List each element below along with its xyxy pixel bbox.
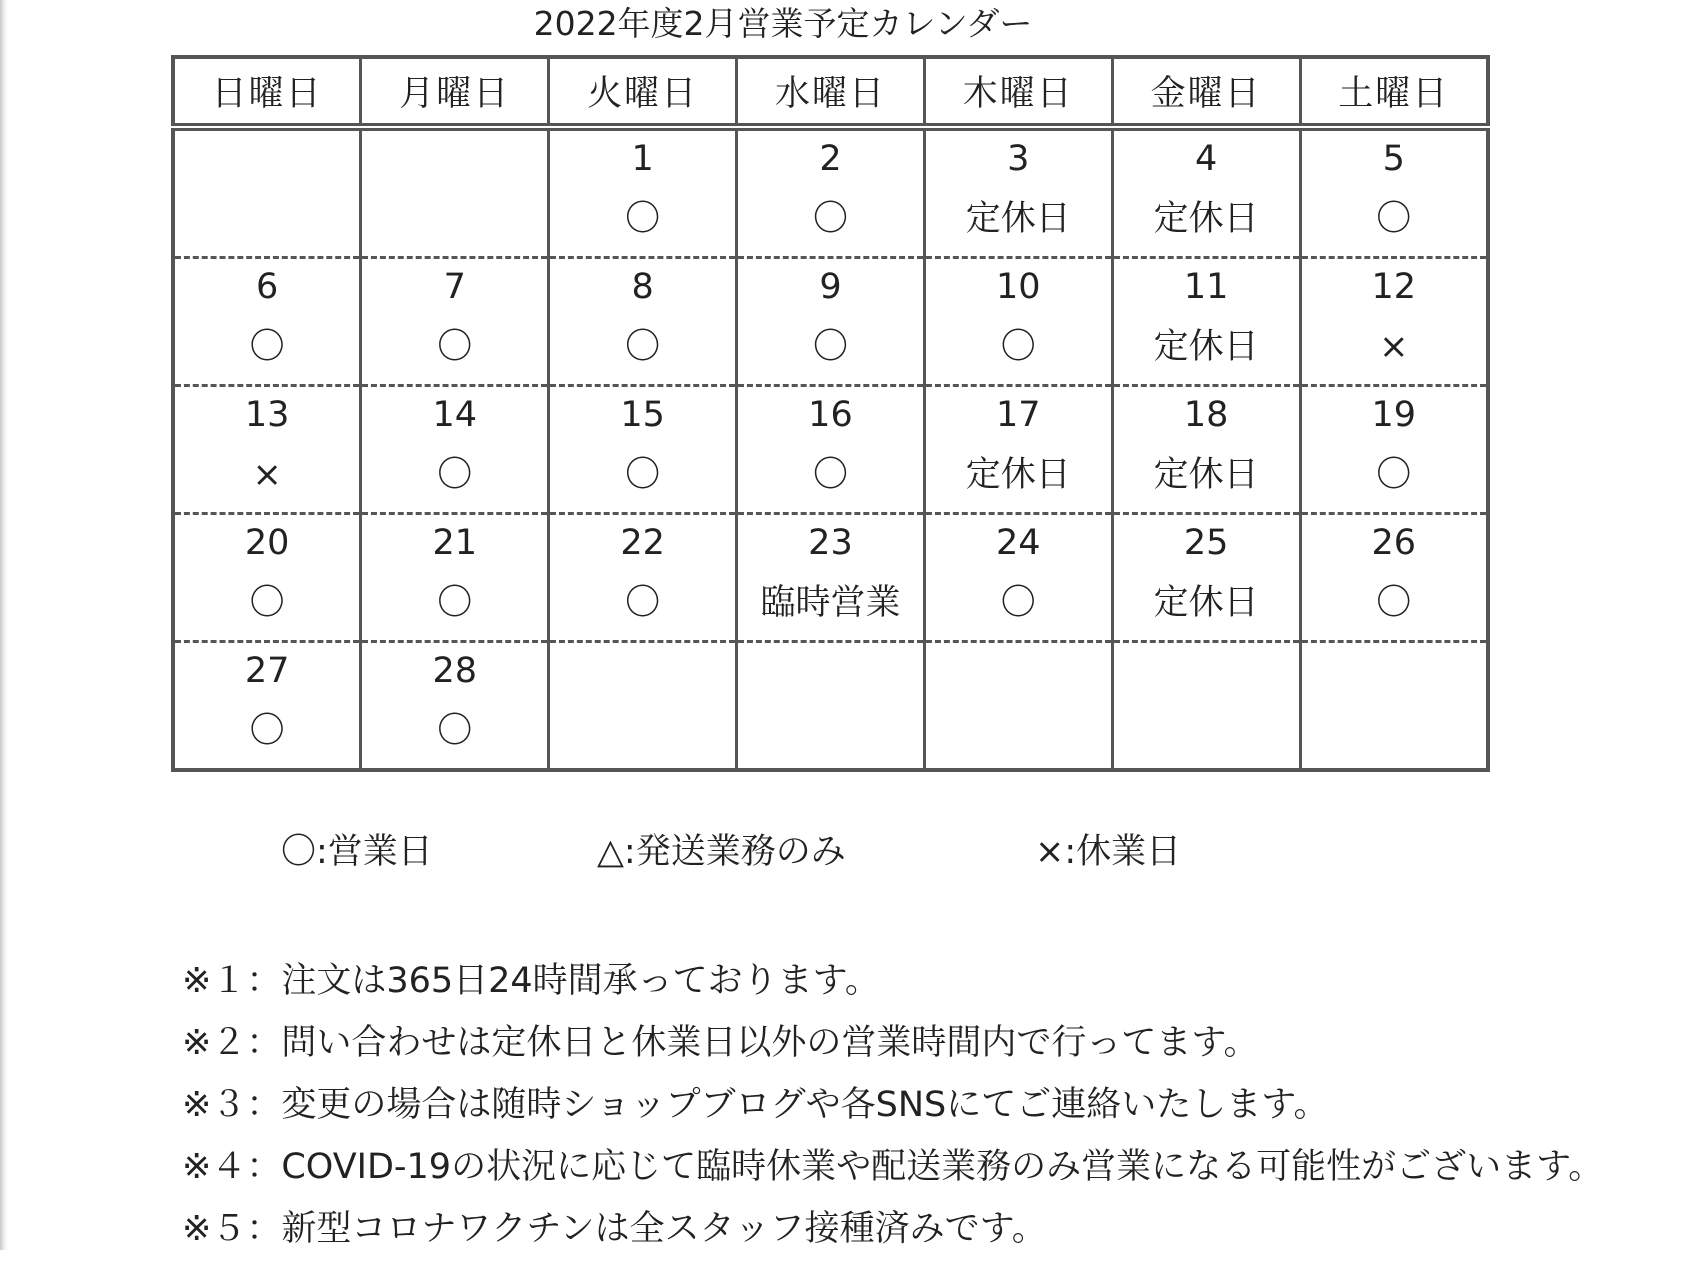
weekday-header-sun: 日曜日	[173, 57, 361, 127]
day-status: 〇	[437, 455, 473, 495]
day-status: 〇	[1376, 583, 1412, 623]
day-status: 定休日	[1153, 327, 1259, 367]
calendar-day-cell	[361, 127, 549, 258]
weekday-header-thu: 木曜日	[924, 57, 1112, 127]
calendar-day-cell	[924, 642, 1112, 771]
calendar-day-cell	[1300, 514, 1488, 642]
calendar-day-cell	[737, 386, 925, 514]
day-number: 7	[443, 267, 466, 307]
day-status: 定休日	[1153, 455, 1259, 495]
day-status: 定休日	[965, 455, 1071, 495]
day-number: 12	[1371, 267, 1417, 307]
weekday-header-row	[173, 57, 1488, 127]
calendar-day-cell	[549, 514, 737, 642]
day-number: 10	[996, 267, 1041, 307]
day-number: 4	[1195, 139, 1218, 179]
calendar-day-cell	[549, 258, 737, 386]
legend-closed: ×:休業日	[1035, 832, 1182, 872]
calendar-day-cell	[1300, 258, 1488, 386]
day-status: 〇	[437, 327, 473, 367]
day-status: ×	[252, 455, 282, 495]
note-item: ※２：問い合わせは定休日と休業日以外の営業時間内で行ってます。	[182, 1023, 1259, 1063]
day-number: 16	[808, 395, 853, 435]
legend-shipping-only: △:発送業務のみ	[597, 832, 846, 872]
day-number: 24	[996, 523, 1041, 563]
calendar-week-row	[173, 127, 1488, 258]
day-status: 〇	[812, 327, 848, 367]
calendar-day-cell	[549, 642, 737, 771]
calendar-day-cell	[737, 642, 925, 771]
calendar-day-cell	[1112, 514, 1300, 642]
calendar-day-cell	[1112, 642, 1300, 771]
day-number: 15	[620, 395, 665, 435]
day-status: 〇	[625, 327, 661, 367]
calendar-day-cell	[173, 386, 361, 514]
note-item: ※１：注文は365日24時間承っております。	[182, 961, 880, 1001]
day-number: 14	[432, 395, 478, 435]
notes-list	[182, 955, 1672, 1265]
note-item: ※５：新型コロナワクチンは全スタッフ接種済みです。	[182, 1209, 1047, 1249]
day-status: 〇	[1000, 327, 1036, 367]
day-number: 27	[244, 651, 290, 691]
calendar-day-cell	[173, 127, 361, 258]
day-number: 5	[1382, 139, 1405, 179]
calendar-day-cell	[924, 514, 1112, 642]
day-number: 1	[631, 139, 654, 179]
calendar-day-cell	[1300, 127, 1488, 258]
day-number: 25	[1183, 523, 1229, 563]
calendar-day-cell	[1112, 386, 1300, 514]
page-edge	[0, 0, 8, 1250]
calendar-day-cell	[361, 258, 549, 386]
note-item: ※３：変更の場合は随時ショップブログや各SNSにてご連絡いたします。	[182, 1085, 1329, 1125]
day-status: 〇	[437, 583, 473, 623]
day-status: 〇	[812, 455, 848, 495]
weekday-header-sat: 土曜日	[1300, 57, 1488, 127]
calendar-day-cell	[549, 127, 737, 258]
day-number: 22	[620, 523, 665, 563]
day-status: 〇	[249, 583, 285, 623]
day-status: 〇	[812, 199, 848, 239]
legend-open: 〇:営業日	[281, 832, 433, 872]
weekday-header-tue: 火曜日	[549, 57, 737, 127]
day-number: 13	[244, 395, 290, 435]
calendar-day-cell	[361, 386, 549, 514]
day-number: 28	[432, 651, 478, 691]
calendar-title: 2022年度2月営業予定カレンダー	[533, 4, 1033, 43]
day-status: 定休日	[965, 199, 1071, 239]
weekday-header-mon: 月曜日	[361, 57, 549, 127]
calendar-day-cell	[737, 514, 925, 642]
day-status: 〇	[625, 199, 661, 239]
day-number: 9	[819, 267, 842, 307]
day-status: 定休日	[1153, 583, 1259, 623]
weekday-header-wed: 水曜日	[737, 57, 925, 127]
day-status: 〇	[249, 711, 285, 751]
day-status: 〇	[625, 455, 661, 495]
day-number: 6	[256, 267, 279, 307]
calendar-week-row	[173, 258, 1488, 386]
day-number: 19	[1371, 395, 1417, 435]
calendar-week-row	[173, 642, 1488, 771]
calendar-day-cell	[173, 642, 361, 771]
day-number: 23	[808, 523, 853, 563]
calendar-body	[173, 127, 1488, 770]
day-number: 18	[1183, 395, 1229, 435]
day-number: 21	[432, 523, 478, 563]
day-status: 定休日	[1153, 199, 1259, 239]
day-number: 26	[1371, 523, 1417, 563]
day-status: 〇	[249, 327, 285, 367]
day-number: 2	[819, 139, 842, 179]
calendar-day-cell	[361, 514, 549, 642]
calendar-day-cell	[924, 258, 1112, 386]
calendar-day-cell	[1300, 642, 1488, 771]
calendar-day-cell	[173, 258, 361, 386]
calendar-day-cell	[1112, 258, 1300, 386]
day-number: 3	[1007, 139, 1030, 179]
day-number: 17	[996, 395, 1041, 435]
day-status: 臨時営業	[760, 583, 901, 623]
business-calendar	[171, 55, 1490, 772]
day-status: 〇	[437, 711, 473, 751]
calendar-day-cell	[361, 642, 549, 771]
calendar-day-cell	[173, 514, 361, 642]
calendar-day-cell	[924, 127, 1112, 258]
day-status: 〇	[1376, 455, 1412, 495]
day-status: 〇	[1000, 583, 1036, 623]
day-status: 〇	[1376, 199, 1412, 239]
note-item: ※４：COVID-19の状況に応じて臨時休業や配送業務のみ営業になる可能性がございます。	[182, 1147, 1604, 1187]
calendar-day-cell	[737, 258, 925, 386]
day-number: 8	[631, 267, 654, 307]
day-status: ×	[1379, 327, 1409, 367]
calendar-day-cell	[1300, 386, 1488, 514]
weekday-header-fri: 金曜日	[1112, 57, 1300, 127]
calendar-day-cell	[924, 386, 1112, 514]
calendar-week-row	[173, 514, 1488, 642]
day-status: 〇	[625, 583, 661, 623]
calendar-day-cell	[737, 127, 925, 258]
calendar-week-row	[173, 386, 1488, 514]
calendar-day-cell	[549, 386, 737, 514]
calendar-day-cell	[1112, 127, 1300, 258]
day-number: 20	[244, 523, 290, 563]
day-number: 11	[1183, 267, 1229, 307]
